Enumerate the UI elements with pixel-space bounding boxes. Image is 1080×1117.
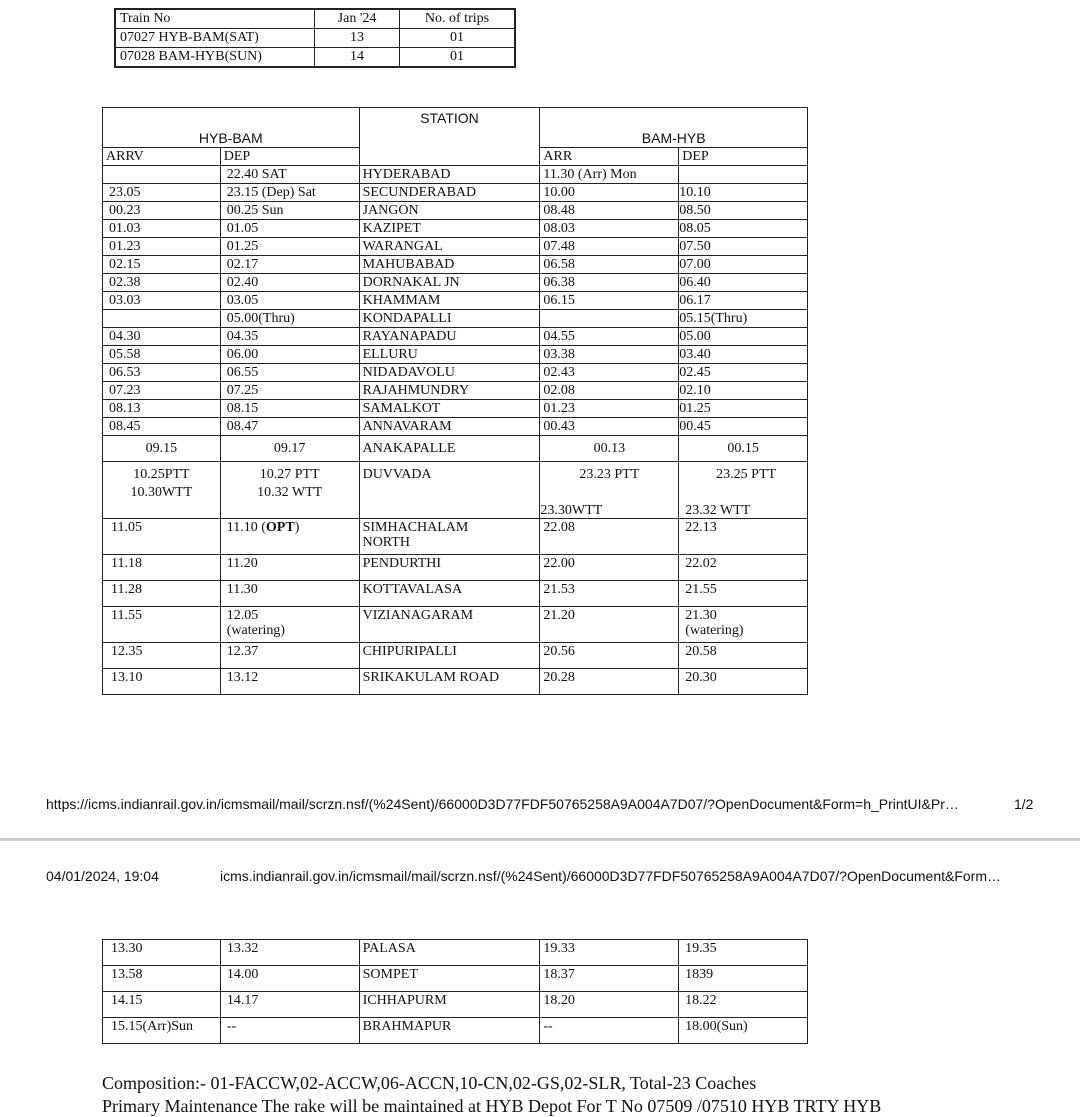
- table-row: [103, 346, 808, 364]
- arr-cell: [103, 310, 221, 328]
- station-line: SIMHACHALAM: [362, 520, 469, 535]
- dep-cell: 13.12: [220, 669, 359, 695]
- dep-header: DEP: [220, 148, 359, 166]
- dep-cell: 07.25: [220, 382, 359, 400]
- arr-cell: 11.18: [103, 555, 221, 581]
- wtt-time: 10.30WTT: [130, 485, 193, 500]
- dep-cell: 14.17: [220, 992, 359, 1018]
- dep-cell: 06.55: [220, 364, 359, 382]
- table-row: [103, 418, 808, 436]
- dep-cell: 09.17: [220, 436, 359, 462]
- arr-cell: 15.15(Arr)Sun: [103, 1018, 221, 1044]
- arr-cell: 18.20: [540, 992, 679, 1018]
- dep-cell: 03.05: [220, 292, 359, 310]
- dep-cell: 11.20: [220, 555, 359, 581]
- dep-cell: 01.05: [220, 220, 359, 238]
- dep-time: 21.30: [685, 608, 717, 623]
- arr-cell: [103, 462, 221, 519]
- dep-cell: 12.37: [220, 643, 359, 669]
- print-url: https://icms.indianrail.gov.in/icmsmail/mail/scrzn.nsf/(%24Sent)/66000D3D77FDF50765258A9A004A7D07/?OpenDocument&Form=h_PrintUI&Pr…: [46, 796, 959, 812]
- arr-cell: 05.58: [103, 346, 221, 364]
- table-row: [103, 607, 808, 643]
- station-cell: DUVVADA: [359, 462, 540, 519]
- dep-cell: [220, 462, 359, 519]
- dep-cell: 02.45: [679, 364, 808, 382]
- dep-cell: 08.50: [679, 202, 808, 220]
- dep-cell: 08.47: [220, 418, 359, 436]
- hyb-bam-header: HYB-BAM: [103, 108, 360, 148]
- summary-row: [115, 48, 515, 68]
- summary-month: 13: [315, 29, 400, 48]
- arr-cell: 08.13: [103, 400, 221, 418]
- wtt-time: 10.32 WTT: [257, 485, 323, 500]
- arr-cell: 00.23: [103, 202, 221, 220]
- summary-row: [115, 29, 515, 48]
- arr-cell: 13.30: [103, 940, 221, 966]
- dep-header: DEP: [679, 148, 808, 166]
- dep-cell: 04.35: [220, 328, 359, 346]
- arr-cell: 01.23: [103, 238, 221, 256]
- summary-month: 14: [315, 48, 400, 68]
- dep-cell: 08.05: [679, 220, 808, 238]
- table-row: [103, 292, 808, 310]
- arr-cell: 06.38: [540, 274, 679, 292]
- station-cell: SRIKAKULAM ROAD: [359, 669, 540, 695]
- station-cell: JANGON: [359, 202, 540, 220]
- ptt-time: 23.23 PTT: [579, 467, 640, 482]
- table-row: [103, 274, 808, 292]
- arr-cell: 04.55: [540, 328, 679, 346]
- station-cell: KHAMMAM: [359, 292, 540, 310]
- ptt-time: 23.25 PTT: [716, 467, 777, 482]
- dep-cell: 08.15: [220, 400, 359, 418]
- arr-cell: [103, 166, 221, 184]
- station-cell: KONDAPALLI: [359, 310, 540, 328]
- arr-cell: 02.43: [540, 364, 679, 382]
- arrv-header: ARRV: [103, 148, 221, 166]
- dep-cell: 1839: [679, 966, 808, 992]
- table-row: [103, 166, 808, 184]
- station-cell: PALASA: [359, 940, 540, 966]
- table-row: [103, 238, 808, 256]
- station-cell: BRAHMAPUR: [359, 1018, 540, 1044]
- dep-cell: 05.00(Thru): [220, 310, 359, 328]
- dep-cell: 00.15: [679, 436, 808, 462]
- table-row: [103, 382, 808, 400]
- station-cell: ICHHAPURM: [359, 992, 540, 1018]
- station-cell: [359, 519, 540, 555]
- arr-cell: 11.28: [103, 581, 221, 607]
- arr-cell: 20.56: [540, 643, 679, 669]
- dep-cell: 18.22: [679, 992, 808, 1018]
- arr-cell: 07.48: [540, 238, 679, 256]
- arr-cell: 20.28: [540, 669, 679, 695]
- arr-cell: [540, 462, 679, 519]
- dep-cell: 01.25: [679, 400, 808, 418]
- train-summary-table: [114, 8, 516, 68]
- station-cell: KOTTAVALASA: [359, 581, 540, 607]
- opt-label: OPT: [265, 520, 295, 535]
- dep-cell: 02.10: [679, 382, 808, 400]
- arr-cell: 12.35: [103, 643, 221, 669]
- dep-cell: 11.30: [220, 581, 359, 607]
- dep-cell: 02.40: [220, 274, 359, 292]
- summary-train: 07028 BAM-HYB(SUN): [115, 48, 315, 68]
- arr-cell: 13.10: [103, 669, 221, 695]
- table-row: [103, 462, 808, 519]
- summary-header-month: Jan '24: [315, 9, 400, 29]
- arr-cell: 08.48: [540, 202, 679, 220]
- dep-time: 12.05: [226, 608, 259, 623]
- arr-cell: 01.03: [103, 220, 221, 238]
- station-cell: ELLURU: [359, 346, 540, 364]
- dep-cell: 02.17: [220, 256, 359, 274]
- station-cell: PENDURTHI: [359, 555, 540, 581]
- arr-cell: 03.38: [540, 346, 679, 364]
- table-row: [103, 256, 808, 274]
- station-cell: SOMPET: [359, 966, 540, 992]
- watering-note: (watering): [226, 623, 286, 638]
- arr-cell: --: [540, 1018, 679, 1044]
- dep-cell: 18.00(Sun): [679, 1018, 808, 1044]
- page-number: 1/2: [1014, 796, 1034, 812]
- dep-cell: 05.00: [679, 328, 808, 346]
- station-cell: CHIPURIPALLI: [359, 643, 540, 669]
- arr-cell: 11.55: [103, 607, 221, 643]
- dep-cell: 22.02: [679, 555, 808, 581]
- table-row: [103, 184, 808, 202]
- station-cell: MAHUBABAD: [359, 256, 540, 274]
- table-row: [103, 555, 808, 581]
- arr-cell: 01.23: [540, 400, 679, 418]
- arr-cell: 11.30 (Arr) Mon: [540, 166, 679, 184]
- dep-cell: 10.10: [679, 184, 808, 202]
- dep-cell: 21.55: [679, 581, 808, 607]
- station-cell: SAMALKOT: [359, 400, 540, 418]
- dep-time: 11.10: [226, 520, 258, 535]
- dep-cell: 01.25: [220, 238, 359, 256]
- station-cell: HYDERABAD: [359, 166, 540, 184]
- bam-hyb-header: BAM-HYB: [540, 108, 808, 148]
- arr-cell: 08.45: [103, 418, 221, 436]
- station-cell: ANNAVARAM: [359, 418, 540, 436]
- station-cell: KAZIPET: [359, 220, 540, 238]
- ptt-time: 10.27 PTT: [259, 467, 320, 482]
- station-cell: DORNAKAL JN: [359, 274, 540, 292]
- wtt-time: 23.30WTT: [540, 503, 603, 518]
- header-url: icms.indianrail.gov.in/icmsmail/mail/scrzn.nsf/(%24Sent)/66000D3D77FDF50765258A9A004A7D07/?OpenDocument&Form…: [220, 868, 1001, 884]
- dep-cell: 20.58: [679, 643, 808, 669]
- watering-note: (watering): [685, 623, 744, 638]
- arr-cell: 10.00: [540, 184, 679, 202]
- table-row: [103, 1018, 808, 1044]
- table-row: [103, 400, 808, 418]
- dep-cell: 20.30: [679, 669, 808, 695]
- station-cell: RAJAHMUNDRY: [359, 382, 540, 400]
- arr-cell: 08.03: [540, 220, 679, 238]
- arr-cell: 23.05: [103, 184, 221, 202]
- dep-cell: 06.00: [220, 346, 359, 364]
- page-divider: [0, 838, 1080, 841]
- table-row: [103, 310, 808, 328]
- dep-cell: 23.15 (Dep) Sat: [220, 184, 359, 202]
- table-row: [103, 581, 808, 607]
- table-row: [103, 519, 808, 555]
- summary-trips: 01: [400, 29, 516, 48]
- arr-cell: 09.15: [103, 436, 221, 462]
- dep-cell: 11.10 (OPT): [220, 519, 359, 555]
- station-line: NORTH: [362, 535, 410, 550]
- arr-cell: 02.08: [540, 382, 679, 400]
- table-row: [103, 966, 808, 992]
- arr-cell: 03.03: [103, 292, 221, 310]
- summary-header-row: [115, 9, 515, 29]
- dep-cell: 00.25 Sun: [220, 202, 359, 220]
- station-cell: WARANGAL: [359, 238, 540, 256]
- schedule-table: [102, 107, 808, 695]
- station-cell: RAYANAPADU: [359, 328, 540, 346]
- arr-cell: [540, 310, 679, 328]
- dep-cell: 19.35: [679, 940, 808, 966]
- arr-cell: 11.05: [103, 519, 221, 555]
- dep-cell: 06.17: [679, 292, 808, 310]
- arr-cell: 06.15: [540, 292, 679, 310]
- arr-cell: 21.53: [540, 581, 679, 607]
- arr-cell: 07.23: [103, 382, 221, 400]
- composition-text: Composition:- 01-FACCW,02-ACCW,06-ACCN,10-CN,02-GS,02-SLR, Total-23 Coaches: [102, 1073, 757, 1093]
- arr-cell: 22.08: [540, 519, 679, 555]
- dep-cell: 22.13: [679, 519, 808, 555]
- arr-cell: 02.15: [103, 256, 221, 274]
- ptt-time: 10.25PTT: [133, 467, 190, 482]
- summary-trips: 01: [400, 48, 516, 68]
- arr-cell: 14.15: [103, 992, 221, 1018]
- dep-cell: [220, 607, 359, 643]
- table-row: [103, 436, 808, 462]
- arr-header: ARR: [540, 148, 679, 166]
- dep-cell: 06.40: [679, 274, 808, 292]
- table-row: [103, 643, 808, 669]
- dep-cell: 03.40: [679, 346, 808, 364]
- table-row: [103, 328, 808, 346]
- dep-cell: 05.15(Thru): [679, 310, 808, 328]
- summary-header-trips: No. of trips: [400, 9, 516, 29]
- maintenance-text: Primary Maintenance The rake will be maintained at HYB Depot For T No 07509 /07510 HYB TRTY HYB: [102, 1096, 882, 1116]
- arr-cell: 06.58: [540, 256, 679, 274]
- table-row: [103, 669, 808, 695]
- arr-cell: 13.58: [103, 966, 221, 992]
- dep-cell: 00.45: [679, 418, 808, 436]
- station-cell: NIDADAVOLU: [359, 364, 540, 382]
- station-header: STATION: [359, 108, 540, 166]
- dep-cell: --: [220, 1018, 359, 1044]
- table-row: [103, 202, 808, 220]
- station-cell: VIZIANAGARAM: [359, 607, 540, 643]
- station-cell: SECUNDERABAD: [359, 184, 540, 202]
- arr-cell: 02.38: [103, 274, 221, 292]
- dep-cell: [679, 607, 808, 643]
- table-row: [103, 992, 808, 1018]
- summary-header-train: Train No: [115, 9, 315, 29]
- print-datetime: 04/01/2024, 19:04: [46, 868, 159, 884]
- table-row: [103, 220, 808, 238]
- schedule-table-continued: [102, 939, 808, 1044]
- arr-cell: 00.13: [540, 436, 679, 462]
- arr-cell: 21.20: [540, 607, 679, 643]
- arr-cell: 19.33: [540, 940, 679, 966]
- dep-cell: 07.00: [679, 256, 808, 274]
- dep-cell: [679, 166, 808, 184]
- dep-cell: [679, 462, 808, 519]
- dep-cell: 22.40 SAT: [220, 166, 359, 184]
- station-cell: ANAKAPALLE: [359, 436, 540, 462]
- dep-cell: 07.50: [679, 238, 808, 256]
- dep-cell: 14.00: [220, 966, 359, 992]
- arr-cell: 22.00: [540, 555, 679, 581]
- table-row: [103, 940, 808, 966]
- table-row: [103, 364, 808, 382]
- arr-cell: 18.37: [540, 966, 679, 992]
- summary-train: 07027 HYB-BAM(SAT): [115, 29, 315, 48]
- arr-cell: 06.53: [103, 364, 221, 382]
- arr-cell: 04.30: [103, 328, 221, 346]
- dep-cell: 13.32: [220, 940, 359, 966]
- arr-cell: 00.43: [540, 418, 679, 436]
- wtt-time: 23.32 WTT: [685, 503, 751, 518]
